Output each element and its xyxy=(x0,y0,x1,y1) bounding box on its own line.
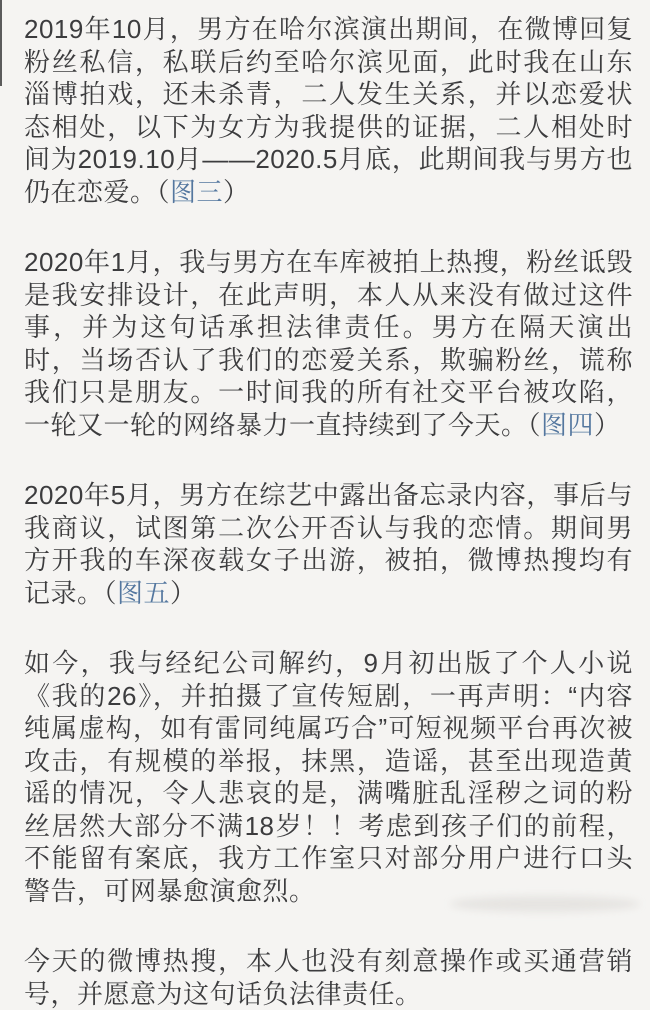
paragraph-4-text: 如今，我与经纪公司解约，9月初出版了个人小说《我的26》，并拍摄了宣传短剧，一再声明：“内容纯属虚构，如有雷同纯属巧合”可短视频平台再次被攻击，有规模的举报，抹黑，造谣，甚至出现造黄谣的情况，令人悲哀的是，满嘴脏乱淫秽之词的粉丝居然大部分不满18岁！！考虑到孩子们的前程，不能留有案底，我方工作室只对部分用户进行口头警告，可网暴愈演愈烈。 xyxy=(24,648,633,906)
figure-ref-open-paren: （ xyxy=(103,577,118,608)
figure-ref-open-paren: （ xyxy=(527,409,542,440)
figure-four-link[interactable]: 图四 xyxy=(541,409,595,440)
figure-ref-close-paren: ） xyxy=(223,176,250,207)
figure-three-link[interactable]: 图三 xyxy=(170,176,224,207)
paragraph-5-text: 今天的微博热搜，本人也没有刻意操作或买通营销号，并愿意为这句话负法律责任。 xyxy=(24,946,633,1009)
paragraph-1 xyxy=(24,13,633,208)
paragraph-4 xyxy=(24,647,633,907)
scan-artifact-line xyxy=(0,0,2,86)
paragraph-1-text: 2019年10月，男方在哈尔滨演出期间，在微博回复粉丝私信，私联后约至哈尔滨见面，此时我在山东淄博拍戏，还未杀青，二人发生关系，并以恋爱状态相处，以下为女方为我提供的证据，二人相处时间为2019.10月——2020.5月底，此期间我与男方也仍在恋爱。 xyxy=(24,14,633,207)
paragraph-5 xyxy=(24,945,633,1010)
paragraph-3-text: 2020年5月，男方在综艺中露出备忘录内容，事后与我商议，试图第二次公开否认与我的恋情。期间男方开我的车深夜载女子出游，被拍，微博热搜均有记录。 xyxy=(24,480,633,608)
figure-five-link[interactable]: 图五 xyxy=(117,577,171,608)
figure-ref-open-paren: （ xyxy=(156,176,171,207)
figure-ref-close-paren: ） xyxy=(170,577,197,608)
paragraph-2 xyxy=(24,246,633,441)
figure-ref-close-paren: ） xyxy=(594,409,621,440)
paragraph-3 xyxy=(24,479,633,609)
paragraph-2-text: 2020年1月，我与男方在车库被拍上热搜，粉丝诋毁是我安排设计，在此声明，本人从来没有做过这件事，并为这句话承担法律责任。男方在隔天演出时，当场否认了我们的恋爱关系，欺骗粉丝，谎称我们只是朋友。一时间我的所有社交平台被攻陷，一轮又一轮的网络暴力一直持续到了今天。 xyxy=(24,247,633,440)
watermark-smudge xyxy=(450,896,640,912)
